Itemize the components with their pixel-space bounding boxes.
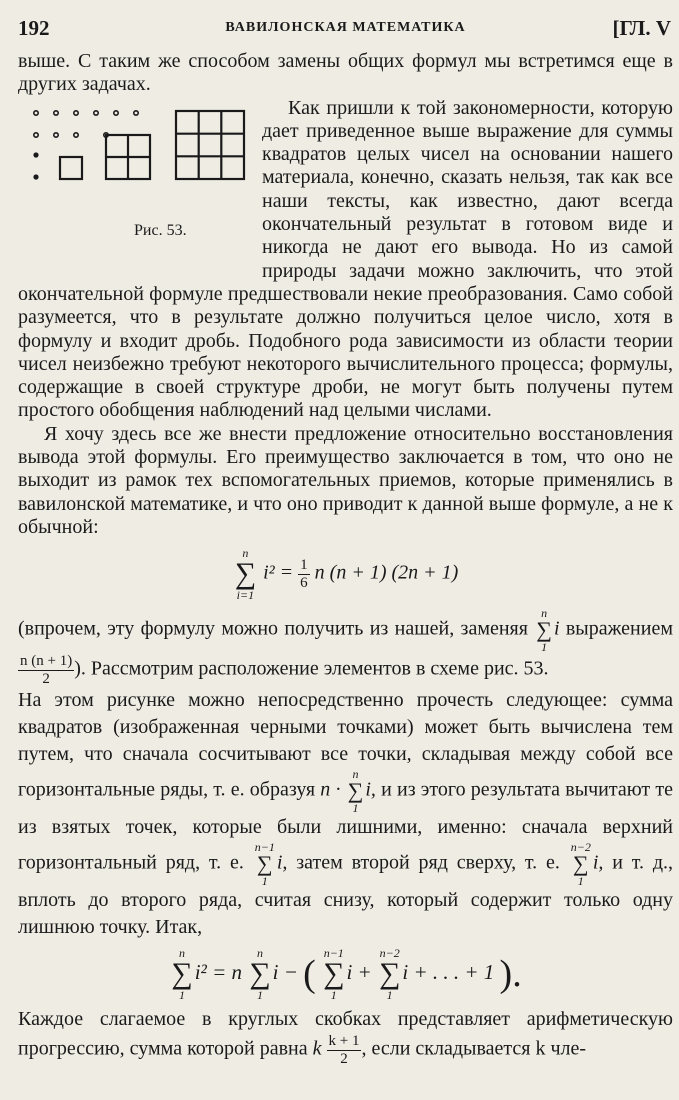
f2-sum-2: n ∑ 1 <box>249 946 271 1003</box>
formula1-rhs: n (n + 1) (2n + 1) <box>314 561 459 584</box>
f2-sum-1: n ∑ 1 <box>171 946 193 1003</box>
paragraph-1: выше. С таким же способом замены общих формул мы встретимся еще в других задачах. <box>18 50 673 96</box>
formula1-lhs: i² = <box>263 561 294 584</box>
paragraph-2 <box>18 97 673 423</box>
page-number: 192 <box>18 16 50 40</box>
page-header <box>18 10 673 50</box>
paragraph-4: (впрочем, эту формулу можно получить из нашей, заменяя n ∑ 1 i выражением $\frac{n (n + 1)}{2}$ ). Рассмотрим расположение элементов в схеме рис. 53. <box>18 606 673 687</box>
chapter-marker: [ГЛ. V <box>612 16 671 40</box>
figure-53-diagram <box>24 103 264 221</box>
figure-caption: Рис. 53. <box>134 221 187 239</box>
formula-sum-squares <box>18 547 673 601</box>
f2-sum-3: n−1 ∑ 1 <box>323 946 345 1003</box>
formula-decomposition: n ∑ 1 i² = n n ∑ 1 i − ( n−1 ∑ 1 i + n−2 ∑ 1 i + . . . + 1 ). <box>171 946 522 1003</box>
paragraph-6: Каждое слагаемое в круглых скобках представляет арифметическую прогрессию, сумма которой равна k $\frac{k + 1}{2}$ , если складывается k чле- <box>18 1008 673 1067</box>
para6-fraction: $\frac{k + 1}{2}$ <box>328 1033 360 1067</box>
sum-sign-5: n−2 ∑ 1 <box>570 840 591 889</box>
figure-53 <box>18 97 262 267</box>
para4-fraction: $\frac{n (n + 1)}{2}$ <box>20 653 73 687</box>
sum-sign-3: n ∑ 1 <box>347 767 364 816</box>
sum-sign-2: n ∑ 1 <box>536 606 552 655</box>
formula1-fraction: $\frac{1}{6}$ <box>300 557 308 591</box>
paragraph-2-text: Как пришли к той закономерности, которую дает приведенное выше выражение для суммы квадратов целых чисел на основании нашего материала, конечно, сказать нельзя, так как все наши тексты, как известно, дают всегда окончательный результат в готовом виде и никогда не дают его вывода. Но из самой природы задачи можно заключить, что этой окончательной формуле предшествовали некие преобразования. Само собой разумеется, что в результате должно получиться целое число, хотя в формулу и входит дробь. Подобного рода зависимости из области теории чисел неизбежно требуют некоторого вычислительного процесса; формулы, содержащие в своей структуре дроби, не могут быть получены путем простого обобщения наблюдений над целыми числами. <box>18 96 673 422</box>
sum-sign-1: n ∑ i=1 <box>234 546 257 603</box>
paragraph-5: На этом рисунке можно непосредственно прочесть следующее: сумма квадратов (изображенная черными точками) может быть вычислена тем путем, что сначала сосчитывают все точки, складывая между собой все горизонтальные ряды, т. е. образуя n · n ∑ 1 i, и из этого результата вычитают те из взятых точек, которые были лишними, именно: сначала верхний горизонтальный ряд, т. е. n−1 ∑ 1 i, затем второй ряд сверху, т. е. n−2 ∑ 1 i, и т. д., вплоть до второго ряда, считая снизу, который содержит только одну лишнюю точку. Итак, <box>18 689 674 939</box>
f2-sum-4: n−2 ∑ 1 <box>378 946 401 1003</box>
sum-sign-4: n−1 ∑ 1 <box>254 840 275 889</box>
paragraph-3: Я хочу здесь все же внести предложение относительно восстановления вывода этой формулы. Его преимущество заключается в том, что оно не выходит из рамок тех вспомогательных приемов, которые применялись в вавилонской математике, и что оно приводит к данной выше формуле, а не к обычной: <box>18 422 673 538</box>
running-title: ВАВИЛОНСКАЯ МАТЕМАТИКА <box>225 20 466 35</box>
